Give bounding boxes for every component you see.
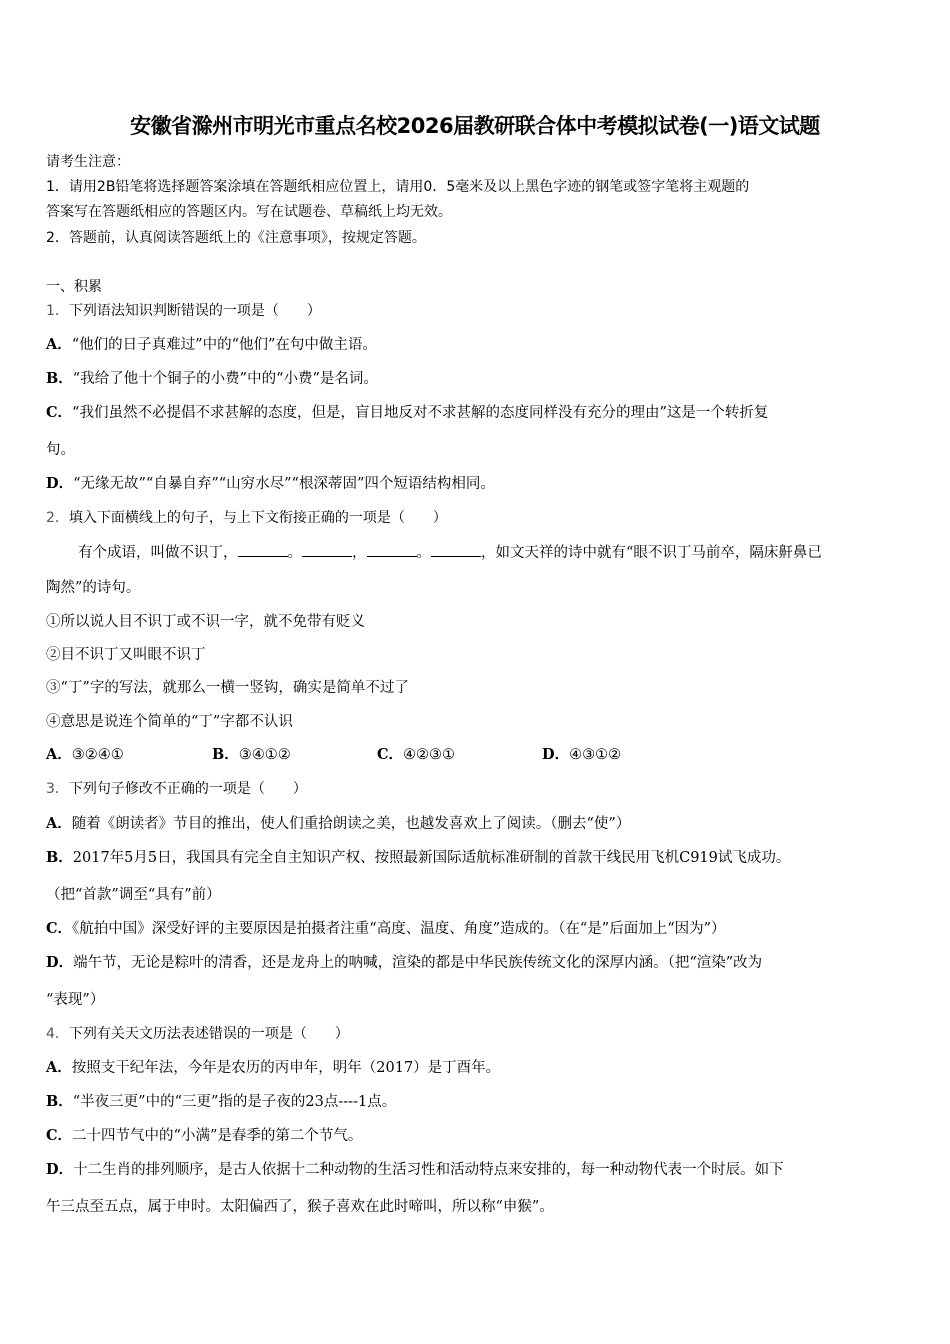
notice-heading: 请考生注意： bbox=[46, 154, 130, 170]
option-text: 二十四节气中的“小满”是春季的第二个节气。 bbox=[72, 1128, 363, 1144]
question-3-option-c bbox=[46, 919, 726, 939]
option-label: D． bbox=[46, 475, 74, 492]
question-text: 下列有关天文历法表述错误的一项是（ ） bbox=[68, 1026, 349, 1042]
option-label: D． bbox=[542, 746, 570, 763]
option-text: 随着《朗读者》节目的推出，使人们重拾朗读之美，也越发喜欢上了阅读。（删去“使”） bbox=[71, 816, 631, 832]
question-text: 下列语法知识判断错误的一项是（ ） bbox=[68, 303, 321, 319]
passage-punct: ， bbox=[352, 545, 367, 561]
passage-text: ，如文天祥的诗中就有“眼不识丁马前卒，隔床鼾鼻已 bbox=[481, 545, 822, 561]
question-1-option-d bbox=[46, 474, 495, 494]
option-label: A． bbox=[46, 336, 72, 353]
option-text: ③④①② bbox=[238, 747, 291, 763]
question-4-option-c bbox=[46, 1126, 362, 1146]
option-label: B． bbox=[46, 370, 73, 387]
option-text: “无缘无故”“自暴自弃”“山穷水尽”“根深蒂固”四个短语结构相同。 bbox=[73, 476, 495, 492]
option-text: ④③①② bbox=[569, 747, 622, 763]
option-label: D． bbox=[46, 954, 74, 971]
question-1-stem bbox=[46, 301, 321, 321]
fill-blank-3 bbox=[367, 542, 417, 557]
option-text: 按照支干纪年法，今年是农历的丙申年，明年（2017）是丁酉年。 bbox=[71, 1060, 501, 1076]
question-number: 1． bbox=[46, 303, 69, 319]
option-label: C． bbox=[46, 404, 73, 421]
question-text: 下列句子修改不正确的一项是（ ） bbox=[68, 781, 307, 797]
option-text: “半夜三更”中的“三更”指的是子夜的23点----1点。 bbox=[72, 1094, 397, 1110]
question-2-option-a bbox=[46, 745, 124, 765]
question-2-option-d bbox=[542, 745, 621, 765]
option-label: D． bbox=[46, 1161, 74, 1178]
notice-item-2: 2．答题前，认真阅读答题纸上的《注意事项》，按规定答题。 bbox=[46, 230, 426, 246]
option-text: “我给了他十个铜子的小费”中的“小费”是名词。 bbox=[72, 371, 378, 387]
question-1-option-a bbox=[46, 335, 377, 355]
question-3-option-d-cont: “表现”） bbox=[46, 992, 105, 1008]
question-2-option-b bbox=[212, 745, 291, 765]
section-heading: 一、积累 bbox=[46, 279, 102, 295]
question-1-option-c-cont: 句。 bbox=[46, 442, 75, 458]
option-label: C． bbox=[46, 1127, 73, 1144]
question-3-option-b-cont: （把“首款”调至“具有”前） bbox=[46, 887, 221, 903]
question-2-option-c bbox=[377, 745, 455, 765]
option-label: C． bbox=[46, 920, 73, 937]
question-1-option-c bbox=[46, 403, 768, 423]
option-label: A． bbox=[46, 746, 72, 763]
option-text: ③②④① bbox=[71, 747, 124, 763]
question-number: 2． bbox=[46, 510, 69, 526]
option-text: “我们虽然不必提倡不求甚解的态度，但是，盲目地反对不求甚解的态度同样没有充分的理由”这是一个转折复 bbox=[72, 405, 769, 421]
question-2-passage-cont: 陶然”的诗句。 bbox=[46, 580, 141, 596]
option-text: 《航拍中国》深受好评的主要原因是拍摄者注重“高度、温度、角度”造成的。（在“是”后面加上“因为”） bbox=[72, 921, 726, 937]
question-4-option-d-cont: 午三点至五点，属于申时。太阳偏西了，猴子喜欢在此时啼叫，所以称“申猴”。 bbox=[46, 1199, 554, 1215]
fill-blank-2 bbox=[302, 542, 352, 557]
option-text: “他们的日子真难过”中的“他们”在句中做主语。 bbox=[71, 337, 377, 353]
question-3-stem bbox=[46, 779, 307, 799]
question-1-option-b bbox=[46, 369, 378, 389]
question-3-option-b bbox=[46, 848, 790, 868]
fill-blank-4 bbox=[431, 542, 481, 557]
option-label: A． bbox=[46, 1059, 72, 1076]
option-label: A． bbox=[46, 815, 72, 832]
question-4-option-d bbox=[46, 1160, 784, 1180]
passage-punct: 。 bbox=[287, 545, 302, 561]
question-number: 4． bbox=[46, 1026, 69, 1042]
question-2-sentence-1: ①所以说人目不识丁或不识一字，就不免带有贬义 bbox=[46, 614, 365, 630]
option-label: C． bbox=[377, 746, 404, 763]
question-4-stem bbox=[46, 1024, 349, 1044]
question-3-option-d bbox=[46, 953, 762, 973]
option-text: 2017年5月5日，我国具有完全自主知识产权、按照最新国际适航标准研制的首款干线民用飞机C919试飞成功。 bbox=[72, 850, 791, 866]
question-2-sentence-3: ③“丁”字的写法，就那么一横一竖钩，确实是简单不过了 bbox=[46, 680, 409, 696]
page-title: 安徽省滁州市明光市重点名校2026届教研联合体中考模拟试卷(一)语文试题 bbox=[130, 114, 820, 138]
question-number: 3． bbox=[46, 781, 69, 797]
question-2-passage bbox=[78, 542, 822, 563]
fill-blank-1 bbox=[238, 542, 288, 557]
option-text: ④②③① bbox=[403, 747, 456, 763]
notice-item-1-cont: 答案写在答题纸相应的答题区内。写在试题卷、草稿纸上均无效。 bbox=[46, 204, 452, 220]
notice-item-1: 1．请用2B铅笔将选择题答案涂填在答题纸相应位置上，请用0．5毫米及以上黑色字迹的钢笔或签字笔将主观题的 bbox=[46, 179, 750, 195]
question-4-option-a bbox=[46, 1058, 500, 1078]
option-label: B． bbox=[46, 849, 73, 866]
question-3-option-a bbox=[46, 814, 630, 834]
option-label: B． bbox=[212, 746, 239, 763]
question-2-stem bbox=[46, 508, 447, 528]
question-text: 填入下面横线上的句子，与上下文衔接正确的一项是（ ） bbox=[68, 510, 447, 526]
option-text: 端午节，无论是粽叶的清香，还是龙舟上的呐喊，渲染的都是中华民族传统文化的深厚内涵。（把“渲染”改为 bbox=[73, 955, 763, 971]
option-label: B． bbox=[46, 1093, 73, 1110]
question-2-sentence-4: ④意思是说连个简单的“丁”字都不认识 bbox=[46, 714, 293, 730]
question-2-options bbox=[46, 745, 746, 765]
question-2-sentence-2: ②目不识丁又叫眼不识丁 bbox=[46, 647, 206, 663]
passage-punct: 。 bbox=[416, 545, 431, 561]
question-4-option-b bbox=[46, 1092, 396, 1112]
passage-text: 有个成语，叫做不识丁， bbox=[78, 545, 238, 561]
option-text: 十二生肖的排列顺序，是古人依据十二种动物的生活习性和活动特点来安排的，每一种动物代表一个时辰。如下 bbox=[73, 1162, 784, 1178]
